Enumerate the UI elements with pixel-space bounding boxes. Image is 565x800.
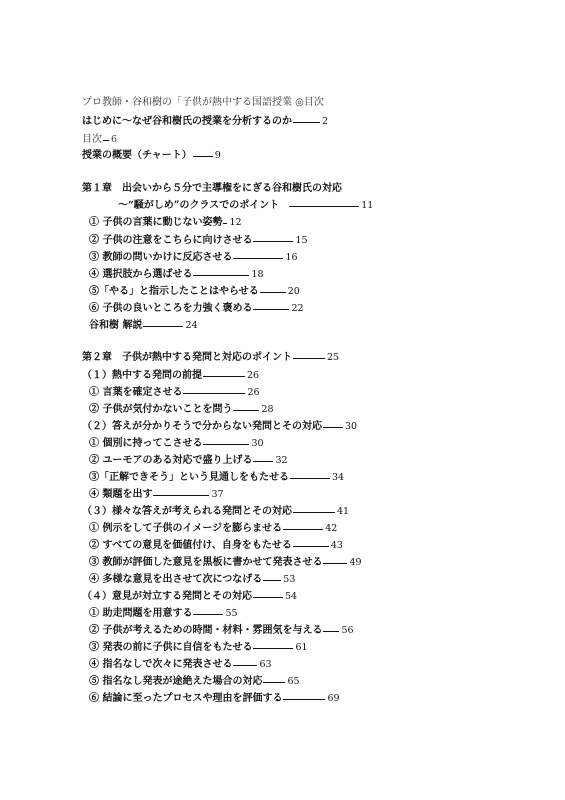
entry-title: ③ 教師の問いかけに反応させる [89,252,233,263]
page-number: 37 [211,489,224,500]
entry-title: ① 助走問題を用意する [89,608,193,619]
page-number: 43 [330,540,343,551]
toc-entry [82,150,221,162]
leader-line [193,275,249,276]
toc-entry [89,557,362,569]
leader-line [193,156,213,157]
entry-title: ⑤「やる」と指示したことはやらせる [89,286,259,297]
page-number: 16 [285,252,298,263]
page-number: 65 [287,676,300,687]
toc-entry [89,286,300,298]
toc-entry [89,642,308,654]
toc-entry [82,370,259,382]
page-number: 25 [327,352,340,363]
toc-entry [89,404,274,416]
leader-line [293,546,329,547]
chapter-heading [82,183,342,195]
entry-title: ④ 多様な意見を出させて次につなげる [89,574,263,585]
page-number: 32 [275,455,288,466]
leader-line [233,410,259,411]
leader-line [203,376,245,377]
toc-entry [89,625,354,637]
leader-line [293,358,325,359]
entry-title: 目次 [82,134,102,145]
page-number: 26 [247,387,260,398]
page-number: 34 [332,472,345,483]
entry-title: 第２章 子供が熱中する発問と対応のポイント [82,352,292,363]
page-number: 53 [283,574,296,585]
toc-entry [89,455,288,467]
leader-line [323,563,347,564]
toc-entry [82,134,117,146]
page-number: 18 [251,269,264,280]
entry-title: （２）答えが分かりそうで分からない発問とその対応 [82,421,322,432]
toc-entry [82,352,339,364]
page-number: 42 [325,523,338,534]
entry-title: ④ 選択肢から選ばせる [89,269,193,280]
page-number: 55 [225,608,238,619]
entry-title: （４）意見が対立する発問とその対応 [82,591,252,602]
entry-title: ⑥ 結論に至ったプロセスや理由を評価する [89,693,283,704]
page-number: 30 [251,438,264,449]
page-number: 12 [229,217,242,228]
page-number: 69 [327,693,340,704]
page-number: 61 [295,642,308,653]
leader-line [289,206,359,207]
leader-line [183,393,245,394]
page-number: 11 [361,200,374,211]
leader-line [283,529,323,530]
toc-entry [89,235,308,247]
toc-entry [82,506,349,518]
entry-title: ② すべての意見を価値付け、自身をもたせる [89,540,292,551]
page-number: 41 [337,506,350,517]
entry-title: ① 個別に持ってこさせる [89,438,203,449]
entry-title: ① 子供の言葉に動じない姿勢 [89,217,223,228]
toc-entry [89,252,298,264]
leader-line [323,427,343,428]
entry-title: ② 子供が考えるための時間・材料・雰囲気を与える [89,625,323,636]
toc-entry [89,608,238,620]
entry-title: ② 子供が気付かないことを問う [89,404,233,415]
leader-line [193,614,223,615]
leader-line [293,512,335,513]
page-number: 15 [295,235,308,246]
toc-entry [89,438,264,450]
leader-line [103,140,109,141]
toc-entry [118,200,373,212]
toc-entry [89,472,344,484]
entry-title: ④ 類題を出す [89,489,153,500]
page-number: 28 [261,404,274,415]
leader-line [253,241,293,242]
page-number: 49 [349,557,362,568]
toc-entry [82,116,328,128]
entry-title: （１）熱中する発問の前提 [82,370,202,381]
toc-entry [89,269,264,281]
leader-line [253,648,293,649]
toc-entry [89,320,198,332]
entry-title: 授業の概要（チャート） [82,150,192,161]
toc-entry [89,523,337,535]
leader-line [153,495,209,496]
page-number: 22 [291,303,304,314]
entry-title: ⑤ 指名なし発表が途絶えた場合の対応 [89,676,263,687]
entry-title: ② ユーモアのある対応で盛り上げる [89,455,253,466]
page-number: 9 [214,150,221,161]
toc-entry [89,489,224,501]
leader-line [253,461,273,462]
leader-line [253,309,289,310]
leader-line [323,631,339,632]
entry-title: ① 例示をして子供のイメージを膨らませる [89,523,283,534]
page-number: 54 [285,591,298,602]
leader-line [263,580,281,581]
leader-line [290,478,330,479]
toc-entry [89,540,343,552]
entry-title: ⑥ 子供の良いところを力強く褒める [89,303,253,314]
entry-title: はじめに〜なぜ谷和樹氏の授業を分析するのか [82,116,292,127]
entry-title: ② 子供の注意をこちらに向けさせる [89,235,253,246]
page-number: 6 [111,134,118,145]
page-number: 30 [345,421,358,432]
leader-line [253,597,283,598]
entry-title: ③ 教師が評価した意見を黒板に書かせて発表させる [89,557,323,568]
toc-entry [89,387,260,399]
toc-entry [89,676,300,688]
leader-line [223,223,227,224]
entry-title: ① 言葉を確定させる [89,387,183,398]
leader-line [203,444,249,445]
leader-line [233,258,283,259]
toc-entry [89,574,295,586]
leader-line [283,699,325,700]
leader-line [260,292,286,293]
toc-entry [89,659,272,671]
entry-title: 〜“騒がしめ”のクラスでのポイント [118,200,280,211]
toc-entry [82,421,357,433]
toc-entry [82,591,297,603]
leader-line [293,122,320,123]
entry-title: 第１章 出会いから５分で主導権をにぎる谷和樹氏の対応 [82,183,342,194]
toc-entry [89,693,340,705]
toc-entry [89,217,242,229]
leader-line [263,682,285,683]
entry-title: ③「正解できそう」という見通しをもたせる [89,472,289,483]
page-number: 56 [341,625,354,636]
page-number: 63 [259,659,272,670]
entry-title: （３）様々な答えが考えられる発問とその対応 [82,506,292,517]
entry-title: ③ 発表の前に子供に自信をもたせる [89,642,253,653]
entry-title: 谷和樹 解説 [89,320,143,331]
page-number: 20 [287,286,300,297]
leader-line [143,326,183,327]
page-number: 2 [322,116,329,127]
leader-line [233,665,257,666]
entry-title: ④ 指名なしで次々に発表させる [89,659,233,670]
toc-header [82,97,324,109]
toc-entry [89,303,304,315]
page-number: 24 [185,320,198,331]
toc-header-text: プロ教師・谷和樹の「子供が熱中する国語授業 ◎目次 [82,97,324,108]
page-number: 26 [247,370,260,381]
